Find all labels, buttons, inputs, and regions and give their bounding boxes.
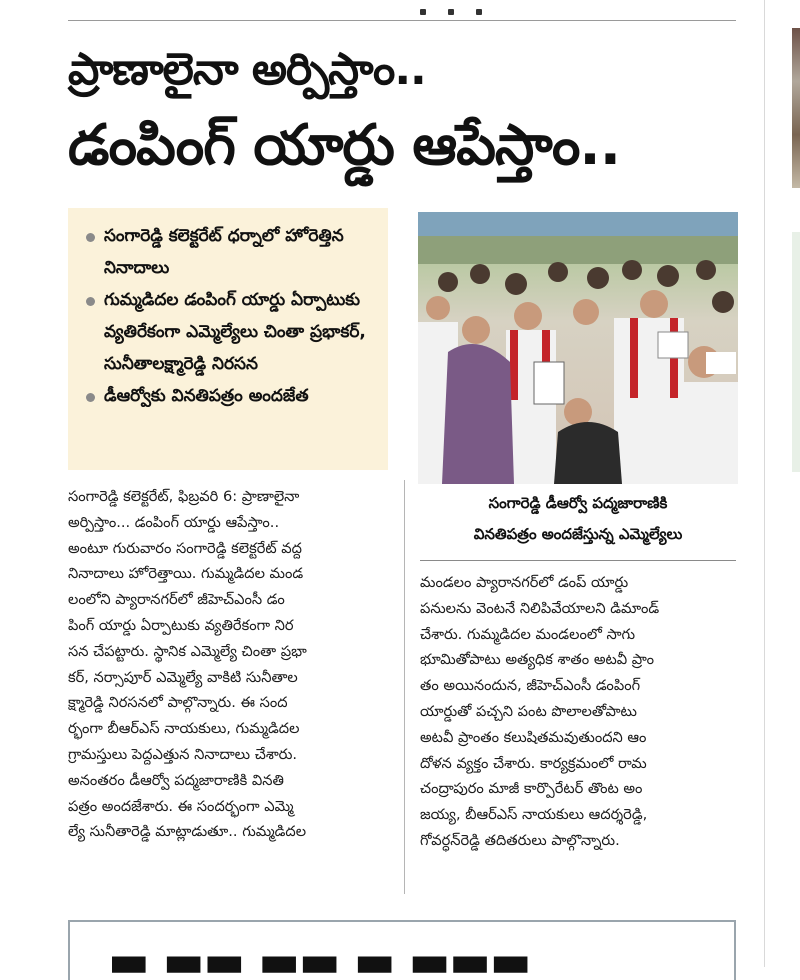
text-line: భూమితోపాటు అత్యధిక శాతం అటవీ ప్రాం [420,651,655,669]
text-line: జయ్య, బీఆర్‌ఎస్ నాయకులు ఆదర్శరెడ్డి, [420,806,648,824]
text-line: నినాదాలు హోరెత్తాయి. గుమ్మడిదల మండ [68,565,304,583]
article-column-1 [68,484,396,845]
text-line: ల్యే సునీతారెడ్డి మాట్లాడుతూ.. గుమ్మడిదల [68,823,307,841]
text-line: అటవీ ప్రాంతం కలుషితమవుతుందని ఆం [420,728,647,746]
adjacent-column-divider [764,0,765,967]
top-divider [68,20,736,21]
next-headline-clipped: ▬ ▬▬ ▬▬ ▬ ▬▬▬ [108,936,531,980]
text-line: పనులను వెంటనే నిలిపివేయాలని డిమాండ్ [420,599,660,617]
text-line: చేశారు. గుమ్మడిదల మండలంలో సాగు [420,625,636,643]
headline-line-1: ప్రాణాలైనా అర్పిస్తాం.. [68,44,426,95]
adjacent-box-edge [792,232,800,472]
text-line: లంలోని ప్యారానగర్‌లో జీహెచ్‌ఎంసీ డం [68,591,285,609]
text-line: సన చేపట్టారు. స్థానిక ఎమ్మెల్యే చింతా ప్రభా [68,642,307,660]
text-line: చంద్రాపురం మాజీ కార్పొరేటర్ తొంట అం [420,780,643,798]
caption-line: సంగారెడ్డి డీఆర్వో పద్మజారాణికి [488,494,668,512]
text-line: అంటూ గురువారం సంగారెడ్డి కలెక్టరేట్ వద్ద [68,539,302,557]
text-line: తం అయినందున, జీహెచ్‌ఎంసీ డంపింగ్ [420,677,641,695]
text-line: అనంతరం డీఆర్వో పద్మజారాణికి వినతి [68,771,284,789]
text-line: అర్పిస్తాం... డంపింగ్ యార్డు ఆపేస్తాం.. [68,513,280,531]
highlight-item: డీఆర్వోకు వినతిపత్రం అందజేత [82,380,378,412]
article-column-2 [420,570,736,854]
highlight-item: సంగారెడ్డి కలెక్టరేట్ ధర్నాలో హోరెత్తిన నినాదాలు [82,220,378,284]
text-line: కర్, నర్సాపూర్ ఎమ్మెల్యే వాకిటి సునీతాల [68,668,298,686]
text-line: యార్డుతో పచ్చని పంట పొలాలతోపాటు [420,702,637,720]
text-line: దోళన వ్యక్తం చేశారు. కార్యక్రమంలో రామ [420,754,647,772]
caption-line: వినతిపత్రం అందజేస్తున్న ఎమ్మెల్యేలు [473,525,683,543]
news-photo [418,212,738,484]
text-line: పింగ్ యార్డు ఏర్పాటుకు వ్యతిరేకంగా నిర [68,616,294,634]
column-divider [404,480,405,894]
text-line: క్ష్మారెడ్డి నిరసనలో పాల్గొన్నారు. ఈ సంద [68,694,288,712]
photo-caption [420,488,736,550]
clipped-text-above [420,0,510,8]
text-line: గ్రామస్తులు పెద్దఎత్తున నినాదాలు చేశారు. [68,745,298,763]
text-line: మండలం ప్యారానగర్‌లో డంప్ యార్డు [420,574,629,591]
protest-crowd-image [418,212,738,484]
adjacent-photo-edge [792,28,800,188]
caption-divider [420,560,736,561]
highlight-item: గుమ్మడిదల డంపింగ్ యార్డు ఏర్పాటుకు వ్యతిరేకంగా ఎమ్మెల్యేలు చింతా ప్రభాకర్, సునీతాలక్ష్మారెడ్డి నిరసన [82,284,378,380]
text-line: గోవర్ధన్‌రెడ్డి తదితరులు పాల్గొన్నారు. [420,831,620,849]
highlights-box [68,208,388,470]
text-line: ర్భంగా బీఆర్‌ఎస్ నాయకులు, గుమ్మడిదల [68,720,300,738]
text-line: పత్రం అందజేశారు. ఈ సందర్భంగా ఎమ్మె [68,797,294,815]
headline-line-2: డంపింగ్ యార్డు ఆపేస్తాం.. [68,113,620,178]
text-line: సంగారెడ్డి కలెక్టరేట్, ఫిబ్రవరి 6: ప్రాణాలైనా [68,488,300,505]
next-article-box [68,920,736,980]
